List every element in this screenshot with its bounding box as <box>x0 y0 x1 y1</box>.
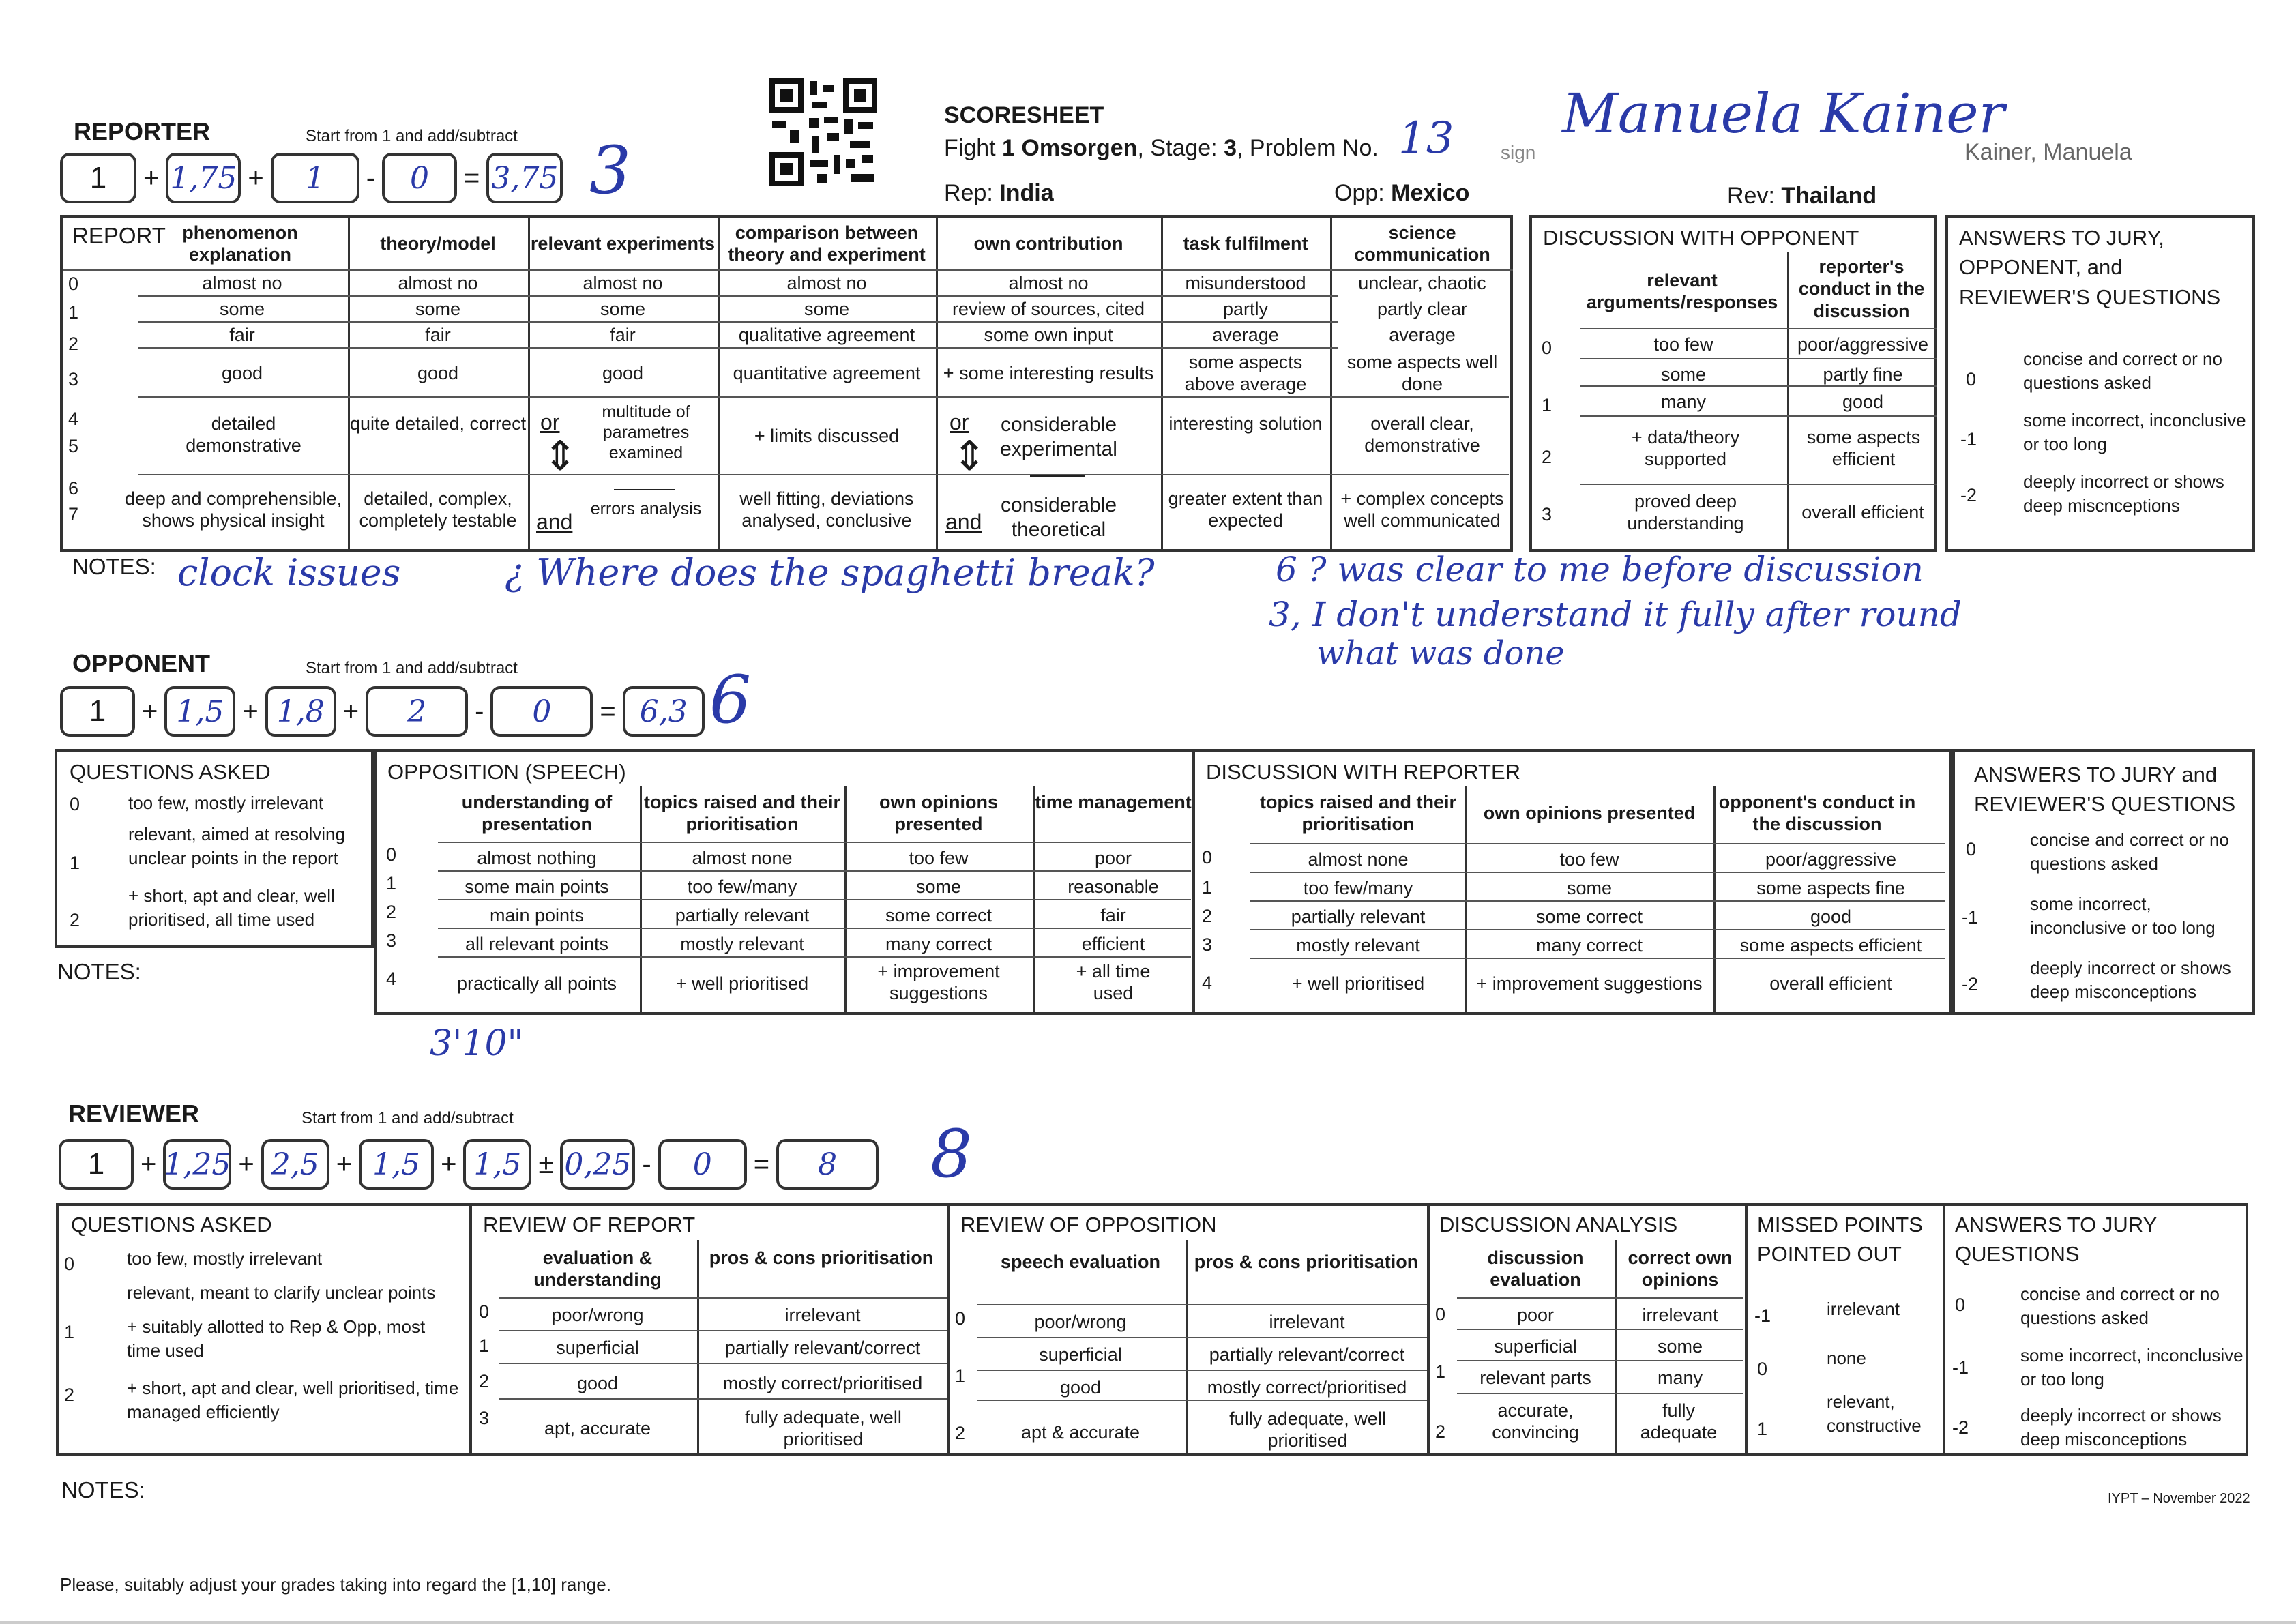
note-clock: clock issues <box>177 551 401 594</box>
mp-g2: 1 <box>1757 1419 1768 1439</box>
opp-c4-4: + all time used <box>1076 961 1151 1004</box>
disc-g1: 1 <box>1542 395 1552 415</box>
and-label-2: and <box>945 510 982 534</box>
c1-r6: deep and comprehensible, shows physical insight <box>124 488 342 531</box>
dr-c1-3: mostly relevant <box>1296 935 1420 956</box>
rr-c1-1: superficial <box>556 1338 639 1358</box>
disc-a1: some <box>1660 364 1707 385</box>
opp-c4-3: efficient <box>1081 934 1145 954</box>
rev-q-2: + suitably allotted to Rep & Opp, most time used <box>127 1316 426 1361</box>
rr-title: REVIEW OF REPORT <box>483 1213 696 1237</box>
problem-number: 13 <box>1398 113 1454 164</box>
opp-c1-1: some main points <box>465 876 609 897</box>
discussion-analysis <box>1430 1203 1748 1456</box>
opp-ans-g0: 0 <box>1966 839 1977 859</box>
c6-r2: average <box>1212 325 1279 345</box>
col-phenomenon: phenomenon explanation <box>182 222 298 265</box>
ro-c1-1: superficial <box>1039 1344 1122 1365</box>
c2-r2: fair <box>425 325 451 345</box>
rev-line: Rev: Thailand <box>1727 183 1877 209</box>
rev-ans-g0: 0 <box>1955 1295 1966 1315</box>
disc-rep-h0: topics raised and their prioritisation <box>1259 792 1457 835</box>
rr-c1-0: poor/wrong <box>551 1305 644 1325</box>
rep-ans-0: concise and correct or no questions asked <box>2023 349 2222 394</box>
reviewer-total[interactable]: 8 <box>776 1139 879 1190</box>
rev-q-g1: 1 <box>64 1322 75 1342</box>
ro-g2: 2 <box>955 1423 966 1443</box>
rr-c2-2: mostly correct/prioritised <box>722 1373 923 1393</box>
disc-b3: some aspects efficient <box>1806 427 1921 470</box>
review-of-opposition <box>950 1203 1430 1456</box>
opponent-questions <box>55 749 374 947</box>
opponent-total[interactable]: 6,3 <box>623 686 705 737</box>
opponent-hint: Start from 1 and add/subtract <box>306 659 518 677</box>
c6-r1: partly <box>1222 299 1269 319</box>
ro-g0: 0 <box>955 1308 966 1329</box>
reviewer-base: 1 <box>59 1139 134 1190</box>
rep-ans-g0: 0 <box>1966 369 1977 389</box>
opp-g4: 4 <box>386 969 397 989</box>
rep-ans-title: ANSWERS TO JURY, OPPONENT, and REVIEWER'S QUESTIONS <box>1959 226 2221 309</box>
c1-r1: some <box>219 299 265 319</box>
dr-g0: 0 <box>1202 847 1213 868</box>
mp-0: irrelevant <box>1827 1299 1900 1319</box>
da-c2-2: many <box>1657 1368 1703 1388</box>
reporter-deduction[interactable]: 0 <box>382 153 457 203</box>
c1-r2: fair <box>229 325 255 345</box>
reviewer-final-grade: 8 <box>930 1116 973 1192</box>
missed-points <box>1748 1203 1945 1456</box>
discussion-with-opponent <box>1529 215 1937 552</box>
c6-r3: some aspects above average <box>1184 352 1307 395</box>
opponent-base: 1 <box>60 686 135 737</box>
opp-h1: topics raised and their prioritisation <box>643 792 841 835</box>
da-g1: 1 <box>1435 1361 1446 1382</box>
dr-c2-0: too few <box>1559 849 1619 870</box>
dr-c2-3: many correct <box>1535 935 1643 956</box>
opponent-deduction[interactable]: 0 <box>490 686 593 737</box>
opp-ans-1: some incorrect, inconclusive or too long <box>2030 894 2216 939</box>
grade-2: 2 <box>68 334 79 354</box>
rev-ans-g2: -2 <box>1952 1417 1969 1438</box>
dr-c1-0: almost none <box>1308 849 1409 870</box>
da-h0: discussion evaluation <box>1487 1247 1584 1290</box>
rr-g1: 1 <box>479 1335 490 1356</box>
opposition-speech <box>374 749 1195 1015</box>
da-c2-1: some <box>1657 1336 1703 1357</box>
col-theory: theory/model <box>380 233 496 254</box>
reporter-score-row: 1 + 1,75 + 1 - 0 = 3,75 <box>60 153 563 203</box>
dr-c3-4: overall efficient <box>1769 973 1892 994</box>
ro-c2-0: irrelevant <box>1269 1312 1345 1332</box>
review-of-report <box>472 1203 950 1456</box>
disc-a0: too few <box>1653 334 1713 355</box>
disc-b1: partly fine <box>1823 364 1903 385</box>
grade-3: 3 <box>68 369 79 389</box>
grade-4: 4 <box>68 409 79 429</box>
c7-r3: some aspects well done <box>1346 352 1498 395</box>
rep-ans-g2: -2 <box>1960 485 1977 505</box>
rep-line: Rep: India <box>944 180 1054 206</box>
reporter-title: REPORTER <box>74 117 211 145</box>
opp-c3-2: some correct <box>885 905 992 926</box>
ro-h0: speech evaluation <box>1000 1252 1161 1272</box>
report-label: REPORT <box>72 223 166 248</box>
rev-ans-2: deeply incorrect or shows deep misconceptions <box>2020 1405 2222 1450</box>
dr-g3: 3 <box>1202 934 1213 955</box>
dr-c1-4: + well prioritised <box>1291 973 1425 994</box>
time-note: 3'10" <box>430 1023 524 1064</box>
opp-h3: time management <box>1035 792 1192 812</box>
c4-r6: well fitting, deviations analysed, conclusive <box>739 488 914 531</box>
rev-ans-0: concise and correct or no questions asked <box>2020 1284 2220 1329</box>
rev-ans-title: ANSWERS TO JURY QUESTIONS <box>1955 1213 2157 1267</box>
rep-ans-g1: -1 <box>1960 429 1977 449</box>
opponent-title: OPPONENT <box>72 649 211 677</box>
disc-rep-title: DISCUSSION WITH REPORTER <box>1206 760 1521 784</box>
mp-2: relevant, constructive <box>1827 1391 1922 1436</box>
c3-r0: almost no <box>583 273 663 293</box>
opp-g0: 0 <box>386 844 397 865</box>
da-h1: correct own opinions <box>1628 1247 1733 1290</box>
opp-c4-0: poor <box>1094 848 1132 868</box>
disc-g2: 2 <box>1542 447 1552 467</box>
opp-q-1: relevant, aimed at resolving unclear points in the report <box>128 824 345 869</box>
reviewer-score-2[interactable]: 2,5 <box>261 1139 329 1190</box>
disc-opp-h2: reporter's conduct in the discussion <box>1798 256 1925 321</box>
col-own-contribution: own contribution <box>973 233 1123 254</box>
ro-c1-0: poor/wrong <box>1034 1312 1127 1332</box>
reporter-answers <box>1945 215 2255 552</box>
opp-g2: 2 <box>386 902 397 922</box>
reviewer-notes-label: NOTES: <box>61 1477 145 1503</box>
opp-ans-title: ANSWERS TO JURY and REVIEWER'S QUESTIONS <box>1974 763 2236 816</box>
opp-c2-1: too few/many <box>687 876 797 897</box>
da-c2-0: irrelevant <box>1642 1305 1718 1325</box>
da-g2: 2 <box>1435 1421 1446 1442</box>
rr-g3: 3 <box>479 1408 490 1428</box>
opp-q-g2: 2 <box>70 910 80 930</box>
opp-g3: 3 <box>386 930 397 951</box>
disc-opp-title: DISCUSSION WITH OPPONENT <box>1543 226 1859 250</box>
col-task: task fulfilment <box>1183 233 1308 254</box>
discussion-with-reporter <box>1195 749 1952 1015</box>
rr-c1-2: good <box>576 1373 619 1393</box>
rr-g2: 2 <box>479 1371 490 1391</box>
opponent-notes-label: NOTES: <box>57 959 141 984</box>
opp-c4-2: fair <box>1100 905 1126 926</box>
rep-ans-2: deeply incorrect or shows deep miscnceptions <box>2023 471 2224 516</box>
c5-r1: review of sources, cited <box>952 299 1145 319</box>
c5-r3: + some interesting results <box>943 363 1154 383</box>
opp-c2-0: almost none <box>692 848 793 868</box>
note-understand: 3, I don't understand it fully after round <box>1269 595 1962 634</box>
and-label: and <box>536 510 573 534</box>
rr-c2-0: irrelevant <box>784 1305 861 1325</box>
rr-c2-1: partially relevant/correct <box>724 1338 921 1358</box>
reviewer-adjust[interactable]: 0,25 <box>560 1139 635 1190</box>
opp-c2-2: partially relevant <box>675 905 810 926</box>
juror-name: Kainer, Manuela <box>1964 139 2132 165</box>
c5-r4: considerable experimental <box>1000 413 1117 460</box>
reporter-table <box>60 215 1513 552</box>
grade-0: 0 <box>68 274 79 294</box>
dr-c3-3: some aspects efficient <box>1739 935 1922 956</box>
opp-q-2: + short, apt and clear, well prioritised, all time used <box>128 885 335 930</box>
reporter-base: 1 <box>60 153 136 203</box>
c6-r6: greater extent than expected <box>1168 488 1323 531</box>
ro-c1-3: apt & accurate <box>1020 1422 1140 1443</box>
signature: Manuela Kainer <box>1562 82 2005 145</box>
c6-r0: misunderstood <box>1185 273 1306 293</box>
dr-g1: 1 <box>1202 877 1213 898</box>
c2-r1: some <box>415 299 461 319</box>
fight-line: Fight 1 Omsorgen, Stage: 3, Problem No. <box>944 135 1379 161</box>
da-c1-2: relevant parts <box>1480 1368 1591 1388</box>
c3-r2: fair <box>610 325 636 345</box>
c6-r4: interesting solution <box>1168 413 1323 434</box>
rev-ans-g1: -1 <box>1952 1357 1969 1378</box>
opp-c3-1: some <box>915 876 962 897</box>
reviewer-score-4[interactable]: 1,5 <box>463 1139 531 1190</box>
opp-c3-3: many correct <box>885 934 992 954</box>
disc-rep-h2: opponent's conduct in the discussion <box>1718 792 1916 835</box>
c4-r3: quantitative agreement <box>733 363 921 383</box>
c5-r0: almost no <box>1008 273 1089 293</box>
c3-r3: good <box>602 363 644 383</box>
reporter-final-grade: 3 <box>589 132 632 209</box>
da-g0: 0 <box>1435 1304 1446 1325</box>
c3-r4: multitude of parametres examined <box>602 402 690 462</box>
opp-c2-4: + well prioritised <box>675 973 809 994</box>
grade-5: 5 <box>68 436 79 456</box>
c1-r4: detailed demonstrative <box>186 413 301 456</box>
c2-r6: detailed, complex, completely testable <box>359 488 517 531</box>
disc-a2: many <box>1660 392 1707 412</box>
ro-h1: pros & cons prioritisation <box>1194 1252 1419 1272</box>
ro-title: REVIEW OF OPPOSITION <box>960 1213 1217 1237</box>
opp-c1-2: main points <box>489 905 585 926</box>
opp-ans-g2: -2 <box>1962 974 1979 994</box>
c2-r0: almost no <box>398 273 478 293</box>
c2-r4: quite detailed, correct <box>349 413 527 434</box>
opponent-score-3[interactable]: 2 <box>366 686 468 737</box>
col-comparison: comparison between theory and experiment <box>728 222 926 265</box>
reviewer-answers <box>1945 1203 2248 1456</box>
dr-c3-2: good <box>1810 906 1852 927</box>
reporter-score-2[interactable]: 1 <box>271 153 359 203</box>
c4-r2: qualitative agreement <box>738 325 915 345</box>
qr-code <box>769 78 877 186</box>
rev-q-g2: 2 <box>64 1385 75 1405</box>
ro-c2-1: partially relevant/correct <box>1209 1344 1405 1365</box>
rr-c2-3: fully adequate, well prioritised <box>745 1407 902 1450</box>
opponent-score-row: 1 + 1,5 + 1,8 + 2 - 0 = 6,3 <box>60 686 705 737</box>
rr-h1: pros & cons prioritisation <box>709 1247 934 1268</box>
mp-g0: -1 <box>1754 1305 1771 1326</box>
ro-c2-3: fully adequate, well prioritised <box>1229 1408 1386 1451</box>
c1-r0: almost no <box>202 273 282 293</box>
reviewer-score-1[interactable]: 1,25 <box>163 1139 231 1190</box>
col-communication: science communication <box>1354 222 1490 265</box>
reviewer-score-row: 1 + 1,25 + 2,5 + 1,5 + 1,5 ± 0,25 - 0 = 8 <box>59 1139 879 1190</box>
dr-c1-1: too few/many <box>1303 878 1413 898</box>
da-c2-3: fully adequate <box>1640 1400 1718 1443</box>
disc-b4: overall efficient <box>1801 502 1924 522</box>
opp-c1-4: practically all points <box>456 973 617 994</box>
opp-ans-g1: -1 <box>1962 907 1979 928</box>
c1-r3: good <box>221 363 263 383</box>
rr-c1-3: apt, accurate <box>544 1418 651 1438</box>
dr-c2-2: some correct <box>1535 906 1643 927</box>
da-c1-0: poor <box>1516 1305 1555 1325</box>
reporter-score-1[interactable]: 1,75 <box>166 153 241 203</box>
ro-g1: 1 <box>955 1365 966 1386</box>
c3-r1: some <box>600 299 646 319</box>
c7-r1: partly clear <box>1377 299 1468 319</box>
c5-r6: considerable theoretical <box>1000 494 1117 541</box>
reviewer-questions <box>56 1203 472 1456</box>
c5-r2: some own input <box>984 325 1113 345</box>
c7-r6: + complex concepts well communicated <box>1340 488 1504 531</box>
opp-line: Opp: Mexico <box>1334 180 1470 206</box>
reviewer-score-3[interactable]: 1,5 <box>359 1139 434 1190</box>
dr-g4: 4 <box>1202 973 1213 993</box>
rr-g0: 0 <box>479 1301 490 1322</box>
disc-a3: + data/theory supported <box>1631 427 1740 470</box>
c7-r4: overall clear, demonstrative <box>1364 413 1480 456</box>
dr-c3-0: poor/aggressive <box>1765 849 1897 870</box>
opp-c4-1: reasonable <box>1068 876 1159 897</box>
opp-h0: understanding of presentation <box>461 792 613 835</box>
grade-1: 1 <box>68 302 79 323</box>
disc-b0: poor/aggressive <box>1797 334 1929 355</box>
grade-6: 6 <box>68 478 79 499</box>
footer-note: Please, suitably adjust your grades taking into regard the [1,10] range. <box>60 1574 611 1595</box>
ro-c2-2: mostly correct/prioritised <box>1207 1377 1407 1398</box>
c4-r4: + limits discussed <box>754 426 900 446</box>
opp-g1: 1 <box>386 873 397 894</box>
note-done: what was done <box>1316 634 1565 673</box>
c4-r1: some <box>804 299 850 319</box>
disc-a4: proved deep understanding <box>1627 491 1744 534</box>
rev-q-1: relevant, meant to clarify unclear points <box>127 1282 436 1303</box>
note-clear: 6 ? was clear to me before discussion <box>1276 550 1924 589</box>
dr-g2: 2 <box>1202 906 1213 926</box>
sheet-title: SCORESHEET <box>944 102 1104 128</box>
opp-c1-0: almost nothing <box>477 848 597 868</box>
reporter-notes-label: NOTES: <box>72 554 156 579</box>
rev-ans-1: some incorrect, inconclusive or too long <box>2020 1345 2243 1390</box>
opp-c3-4: + improvement suggestions <box>877 961 1000 1004</box>
opp-q-g1: 1 <box>70 853 80 873</box>
or-label: or <box>540 410 560 434</box>
rev-q-g0: 0 <box>64 1254 75 1274</box>
reviewer-deduction[interactable]: 0 <box>658 1139 747 1190</box>
opp-ans-0: concise and correct or no questions asked <box>2030 829 2229 874</box>
da-c1-1: superficial <box>1494 1336 1577 1357</box>
grade-7: 7 <box>68 504 79 525</box>
opp-c2-3: mostly relevant <box>680 934 804 954</box>
mp-1: none <box>1827 1348 1866 1368</box>
updown-arrow-icon-2: ⇕ <box>952 433 987 479</box>
opp-ans-2: deeply incorrect or shows deep misconceptions <box>2030 958 2231 1003</box>
rep-ans-1: some incorrect, inconclusive or too long <box>2023 410 2246 455</box>
disc-g3: 3 <box>1542 504 1552 525</box>
or-label-2: or <box>950 410 969 434</box>
sign-label: sign <box>1501 142 1536 163</box>
c7-r2: average <box>1389 325 1456 345</box>
opp-h2: own opinions presented <box>879 792 998 835</box>
da-c1-3: accurate, convincing <box>1492 1400 1579 1443</box>
rr-h0: evaluation & understanding <box>533 1247 662 1290</box>
disc-b2: good <box>1842 392 1884 412</box>
disc-opp-h1: relevant arguments/responses <box>1586 270 1778 313</box>
reporter-total[interactable]: 3,75 <box>486 153 563 203</box>
opponent-answers <box>1952 749 2255 1015</box>
c7-r0: unclear, chaotic <box>1358 273 1486 293</box>
c4-r0: almost no <box>786 273 867 293</box>
c2-r3: good <box>417 363 459 383</box>
rev-q-0: too few, mostly irrelevant <box>127 1248 323 1269</box>
opp-c3-0: too few <box>909 848 969 868</box>
c3-r6: errors analysis <box>590 499 702 518</box>
opponent-score-2[interactable]: 1,8 <box>265 686 336 737</box>
mp-g1: 0 <box>1757 1359 1768 1379</box>
dr-c2-1: some <box>1566 878 1613 898</box>
reporter-hint: Start from 1 and add/subtract <box>306 127 518 145</box>
disc-rep-h1: own opinions presented <box>1483 803 1696 823</box>
opp-q-0: too few, mostly irrelevant <box>128 793 324 813</box>
rev-q-3: + short, apt and clear, well prioritised, time managed efficiently <box>127 1378 459 1423</box>
opponent-final-grade: 6 <box>709 662 752 738</box>
opp-c1-3: all relevant points <box>465 934 609 954</box>
dr-c1-2: partially relevant <box>1291 906 1426 927</box>
col-experiments: relevant experiments <box>530 233 716 254</box>
reviewer-title: REVIEWER <box>68 1099 200 1127</box>
opp-q-title: QUESTIONS ASKED <box>70 760 271 784</box>
note-spaghetti: ¿ Where does the spaghetti break? <box>505 551 1155 594</box>
opponent-score-1[interactable]: 1,5 <box>164 686 235 737</box>
updown-arrow-icon: ⇕ <box>543 433 578 479</box>
ro-c1-2: good <box>1059 1377 1102 1398</box>
da-title: DISCUSSION ANALYSIS <box>1439 1213 1678 1237</box>
disc-g0: 0 <box>1542 338 1552 358</box>
rev-q-title: QUESTIONS ASKED <box>71 1213 272 1237</box>
version-label: IYPT – November 2022 <box>2108 1491 2250 1506</box>
mp-title: MISSED POINTS POINTED OUT <box>1757 1213 1923 1267</box>
reviewer-hint: Start from 1 and add/subtract <box>301 1109 514 1127</box>
opp-speech-title: OPPOSITION (SPEECH) <box>387 760 626 784</box>
dr-c3-1: some aspects fine <box>1756 878 1905 898</box>
dr-c2-4: + improvement suggestions <box>1476 973 1703 994</box>
opp-q-g0: 0 <box>70 794 80 814</box>
